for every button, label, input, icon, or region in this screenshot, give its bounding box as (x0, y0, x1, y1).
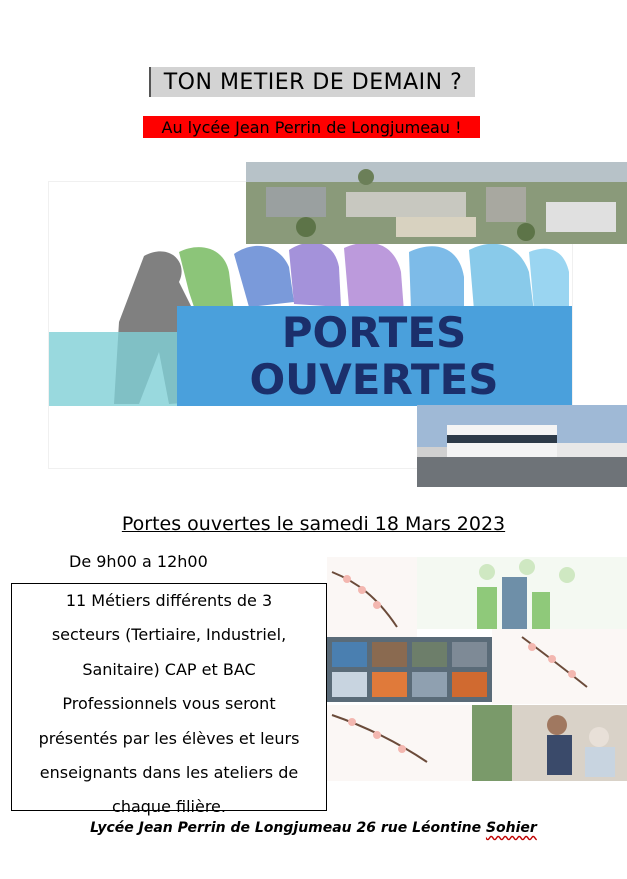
address-street-last: Sohier (485, 820, 537, 836)
poster-line-2: OUVERTES (249, 355, 499, 404)
subtitle-banner: Au lycée Jean Perrin de Longjumeau ! (143, 116, 480, 138)
event-date-heading: Portes ouvertes le samedi 18 Mars 2023 (121, 513, 506, 535)
school-aerial-photo (246, 162, 627, 244)
programs-description: 11 Métiers différents de 3 secteurs (Tertiaire, Industriel, Sanitaire) CAP et BAC Professionnels vous seront présentés par les élèves et leurs enseignants dans les ateliers de chaque filière. (38, 591, 300, 817)
school-building-photo (417, 405, 627, 487)
page-title: TON METIER DE DEMAIN ? (149, 67, 475, 97)
poster-line-1: PORTES (281, 308, 467, 357)
address-text: Lycée Jean Perrin de Longjumeau 26 rue Léontine (90, 820, 486, 836)
photo-collage (327, 557, 627, 781)
event-hours: De 9h00 a 12h00 (69, 552, 208, 571)
school-address (0, 820, 627, 836)
